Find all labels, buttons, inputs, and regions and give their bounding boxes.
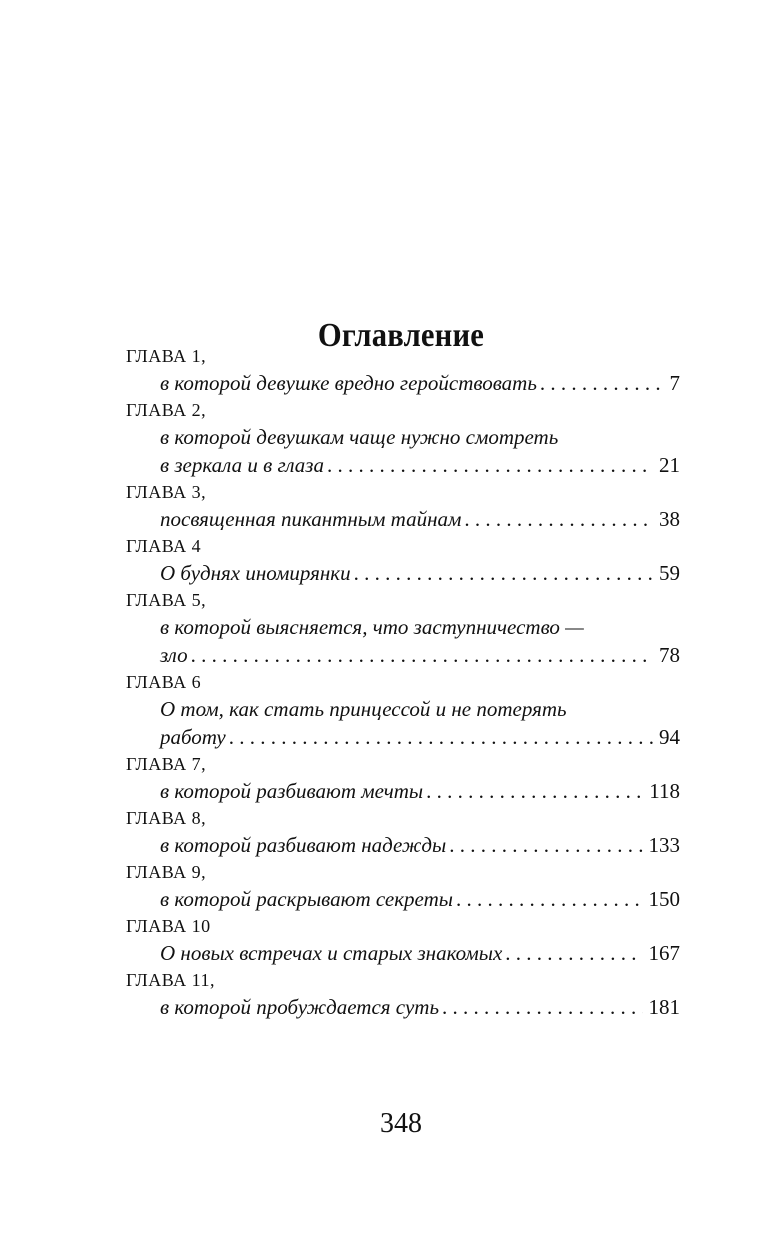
- toc-page-number: 38: [659, 507, 680, 531]
- dot-leader: [188, 641, 653, 669]
- chapter-label: ГЛАВА 6: [126, 672, 202, 692]
- chapter-label: ГЛАВА 10: [126, 916, 211, 936]
- chapter-label: ГЛАВА 1,: [126, 346, 207, 366]
- toc-entry: [126, 343, 680, 397]
- chapter-title: [126, 695, 680, 751]
- chapter-title: [126, 939, 680, 967]
- chapter-title-line: в которой разбивают мечты: [160, 779, 424, 803]
- chapter-title: [126, 559, 680, 587]
- toc-entry: [126, 859, 680, 913]
- chapter-title-line: работу: [160, 725, 226, 749]
- dot-leader: [324, 451, 653, 479]
- toc-page-number: 7: [669, 371, 680, 395]
- chapter-label: ГЛАВА 3,: [126, 482, 207, 502]
- toc-entry: [126, 587, 680, 669]
- chapter-title-line: О новых встречах и старых знакомых: [160, 941, 503, 965]
- toc-page-number: 167: [648, 941, 680, 965]
- chapter-title-line: в которой раскрывают секреты: [160, 887, 453, 911]
- chapter-label: ГЛАВА 2,: [126, 400, 207, 420]
- chapter-label: ГЛАВА 11,: [126, 970, 215, 990]
- chapter-title-line: зло: [160, 643, 188, 667]
- toc-entry: [126, 751, 680, 805]
- chapter-title: [126, 885, 680, 913]
- chapter-title: [126, 777, 680, 805]
- toc-line: [160, 559, 680, 587]
- toc-line: [160, 641, 680, 669]
- chapter-title-line: в которой выясняется, что заступничество —: [160, 615, 584, 639]
- dot-leader: [537, 369, 664, 397]
- dot-leader: [446, 831, 642, 859]
- toc-entry: [126, 967, 680, 1021]
- chapter-title: [126, 369, 680, 397]
- toc-entry: [126, 805, 680, 859]
- toc-page-number: 21: [659, 453, 680, 477]
- chapter-label: ГЛАВА 5,: [126, 590, 207, 610]
- chapter-title-line: О буднях иномирянки: [160, 561, 351, 585]
- chapter-label: ГЛАВА 7,: [126, 754, 207, 774]
- chapter-title-line: в которой девушке вредно геройствовать: [160, 371, 537, 395]
- chapter-title-line: в которой пробуждается суть: [160, 995, 440, 1019]
- dot-leader: [461, 505, 653, 533]
- toc-line: [160, 369, 680, 397]
- toc-line: [160, 939, 680, 967]
- chapter-label: ГЛАВА 4: [126, 536, 202, 556]
- toc-page-number: 118: [649, 779, 680, 803]
- dot-leader: [351, 559, 653, 587]
- toc-page-number: 59: [659, 561, 680, 585]
- toc-line: [160, 885, 680, 913]
- page-title: Оглавление: [317, 316, 485, 354]
- toc-page-number: 150: [648, 887, 680, 911]
- toc-line: [160, 777, 680, 805]
- table-of-contents: [126, 343, 680, 1021]
- toc-line: [160, 723, 680, 751]
- toc-page-number: 181: [648, 995, 680, 1019]
- chapter-title: [126, 505, 680, 533]
- chapter-title: [126, 613, 680, 669]
- dot-leader: [226, 723, 653, 751]
- chapter-label: ГЛАВА 8,: [126, 808, 207, 828]
- chapter-title: [126, 993, 680, 1021]
- chapter-title-line: посвященная пикантным тайнам: [160, 507, 462, 531]
- toc-line: [160, 451, 680, 479]
- dot-leader: [453, 885, 643, 913]
- toc-entry: [126, 913, 680, 967]
- toc-line: [160, 831, 680, 859]
- toc-page-number: 94: [659, 725, 680, 749]
- chapter-title: [126, 831, 680, 859]
- dot-leader: [439, 993, 642, 1021]
- chapter-label: ГЛАВА 9,: [126, 862, 207, 882]
- toc-entry: [126, 533, 680, 587]
- dot-leader: [502, 939, 642, 967]
- toc-line: [160, 993, 680, 1021]
- toc-line: [160, 505, 680, 533]
- chapter-title-line: в которой разбивают надежды: [160, 833, 447, 857]
- chapter-title: [126, 423, 680, 479]
- toc-entry: [126, 479, 680, 533]
- toc-page-number: 133: [648, 833, 680, 857]
- page-number: 348: [380, 1108, 422, 1139]
- chapter-title-line: в зеркала и в глаза: [160, 453, 324, 477]
- toc-entry: [126, 397, 680, 479]
- chapter-title-line: в которой девушкам чаще нужно смотреть: [160, 425, 559, 449]
- toc-entry: [126, 669, 680, 751]
- chapter-title-line: О том, как стать принцессой и не потерять: [160, 697, 567, 721]
- dot-leader: [423, 777, 643, 805]
- toc-page-number: 78: [659, 643, 680, 667]
